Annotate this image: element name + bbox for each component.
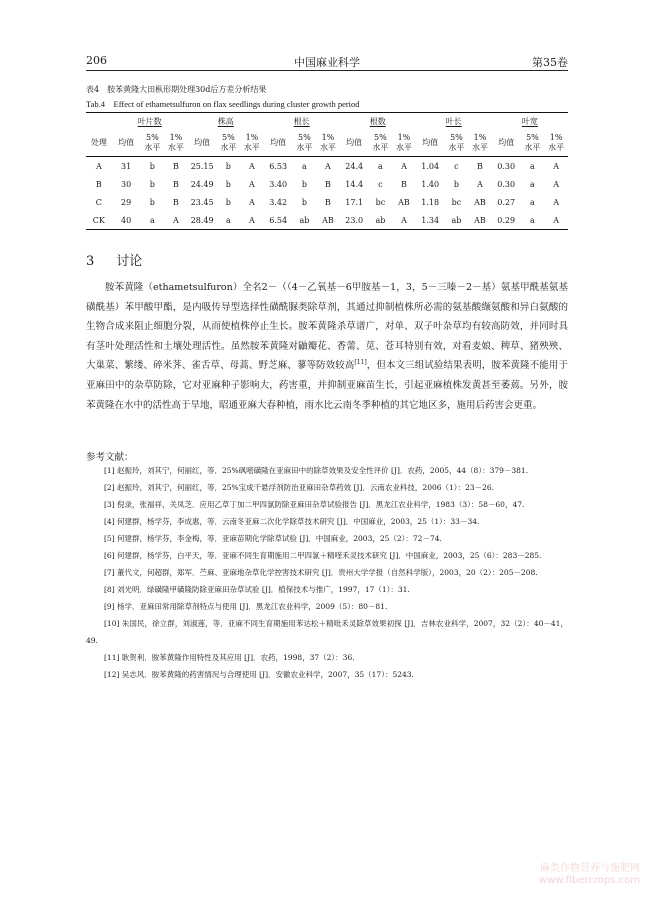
table-cell: A (240, 211, 264, 230)
table-cell: b (149, 179, 155, 189)
table-cell: B (401, 179, 407, 189)
table-cell: 40 (112, 211, 141, 230)
mean-header: 均值 (340, 130, 369, 157)
table-cell: B (477, 161, 483, 171)
table-cell: b (301, 197, 307, 207)
table-cell: A (392, 211, 416, 230)
level-header: 1% 水平 (240, 130, 264, 157)
table-cell: b (149, 197, 155, 207)
mean-header: 均值 (112, 130, 141, 157)
table-cell: A (401, 161, 407, 171)
reference-item: [9] 杨学．亚麻田常用除草剂特点与使用 [J]．黑龙江农业科学，2009（5）：80－81. (104, 602, 388, 611)
references-heading: 参考文献： (86, 452, 134, 463)
table-row (86, 175, 568, 193)
table-cell: A (544, 211, 568, 230)
level-header: 5% 水平 (445, 130, 469, 157)
level-header: 1% 水平 (392, 130, 416, 157)
table-cell: 23.45 (190, 197, 214, 207)
table-cell: B (324, 197, 331, 207)
table-cell: A (553, 161, 559, 171)
citation-marker: [11] (354, 359, 367, 367)
table-cell: a (378, 161, 383, 171)
reference-item: [11] 耿贺利．胺苯黄隆作用特性及其应用 [J]．农药，1998，37（2）：36. (104, 653, 355, 662)
table-cell: b (149, 161, 155, 171)
table-cell: 25.15 (190, 161, 214, 171)
journal-name: 中国麻业科学 (294, 56, 360, 69)
table-cell: B (172, 161, 179, 171)
treatment-cell: C (95, 197, 102, 207)
table-cell: a (521, 211, 545, 230)
table-cell: 23.0 (340, 211, 369, 230)
discussion-paragraph: 胺苯黄隆（ethametsulfuron）全名2－（（4－乙氧基－6甲胺基－1，3，5－三嗪－2－基）氨基甲酰基氨基磺酰基）苯甲酸甲酯，是内吸传导型选择性磺酰脲类除草剂，其通过抑制植株所必需的氨基酸缬氨酸和异白氨酸的生物合成来阻止细胞分裂，从而使植株停止生长。胺苯黄隆杀草谱广，对单、双子叶杂草均有较高防效，并同时具有茎叶处理活性和土壤处理活性。虽然胺苯黄隆对鼬瓣花、香薷、苋、苍耳特别有效，对看麦娘、稗草、猪殃殃、大巢菜、繁缕、碎米荠、雀舌草、母蒿、野芝麻、蓼等防效较高[11]，但本文三组试验结果表明，胺苯黄隆不能用于亚麻田中的杂草防除，它对亚麻种子影响大，药害重，并抑制亚麻苗生长，引起亚麻植株发黄甚至萎蔫。另外，胺苯黄隆在水中的活性高于旱地，昭通亚麻大春种植，雨水比云南冬季种植的其它地区多，施用后药害会更重。 (86, 282, 568, 411)
table-cell: 0.30 (497, 161, 516, 171)
reference-item: [10] 朱国民，徐立群，刘淑莲，等．亚麻不同生育期施用苯达松＋精吡禾灵除草效果初探 [J]．吉林农业科学，2007，32（2）：40－41，49. (86, 619, 568, 645)
watermark-text: 麻类作物营养与施肥网 (540, 863, 640, 874)
table-cell: a (141, 211, 165, 230)
page-number: 206 (86, 54, 107, 67)
reference-item: [4] 何建群，杨学芬，李成惠，等．云南冬亚麻二次化学除草技术研究 [J]．中国麻业，2003，25（1）：33－34. (104, 517, 480, 526)
reference-list (86, 462, 568, 683)
table-cell: ab (445, 211, 469, 230)
table-row (86, 193, 568, 211)
table-row (86, 211, 568, 230)
table-cell: A (164, 211, 188, 230)
table-cell: 17.1 (345, 197, 364, 207)
table-cell: c (454, 161, 459, 171)
reference-item: [12] 吴志风．胺苯黄隆的药害情况与合理使用 [J]．安徽农业科学，2007，35（17）：5243. (104, 670, 414, 679)
anova-table (86, 112, 568, 230)
table-cell: 1.40 (421, 179, 440, 189)
table-cell: 1.04 (421, 161, 440, 171)
mean-header: 均值 (492, 130, 521, 157)
table-row (86, 157, 568, 176)
table-cell: bc (451, 197, 462, 207)
group-header: 根长 (264, 113, 340, 131)
table-cell: ab (369, 211, 393, 230)
table-cell: A (249, 179, 255, 189)
table-cell: AB (398, 197, 410, 207)
reference-item: [7] 董代文，何超群，郑军．苎麻、亚麻地杂草化学控害技术研究 [J]．贵州大学学报（自然科学版），2003，20（2）：205－208. (104, 568, 538, 577)
table-cell: ab (293, 211, 317, 230)
table-cell: A (249, 161, 255, 171)
table-cell: AB (474, 197, 486, 207)
reference-item: [1] 赵振玲，刘其宁，何丽红，等．25%砜嘧磺隆在亚麻田中的除草效果及安全性评价 [J]．农药，2005，44（8）：379－381. (104, 466, 529, 475)
treatment-cell: CK (86, 211, 112, 230)
table-cell: a (530, 161, 535, 171)
table-cell: b (225, 197, 231, 207)
table-cell: A (325, 161, 331, 171)
table-cell: B (172, 179, 179, 189)
table-cell: 0.29 (492, 211, 521, 230)
table-cell: a (217, 211, 241, 230)
mean-header: 均值 (188, 130, 217, 157)
section-number: 3 (86, 254, 95, 269)
table-cell: a (530, 197, 535, 207)
group-header: 株高 (188, 113, 264, 131)
level-header: 5% 水平 (141, 130, 165, 157)
table-cell: 29 (121, 197, 132, 207)
table-cell: 28.49 (188, 211, 217, 230)
table-cell: B (324, 179, 331, 189)
table-cell: A (553, 179, 559, 189)
table-cell: 24.49 (190, 179, 214, 189)
table-cell: A (553, 197, 559, 207)
reference-item: [3] 倪录，张福祥，关凤芝．应用乙草丁加二甲四氯防除亚麻田杂草试验报告 [J]．黑龙江农业科学，1983（3）：58－60，47. (104, 500, 525, 509)
table-cell: b (225, 179, 231, 189)
table-cell: 31 (121, 161, 132, 171)
table-cell: 1.18 (421, 197, 440, 207)
volume-label: 第35卷 (532, 56, 568, 69)
table-cell: 30 (121, 179, 132, 189)
level-header: 1% 水平 (544, 130, 568, 157)
reference-item: [6] 何建群，杨学芬，白平天，等．亚麻不同生育期施用二甲四氯＋精喹禾灵技术研究 [J]．中国麻业，2003，25（6）：283－285. (104, 551, 542, 560)
row-header: 处理 (86, 130, 112, 157)
table-cell: 0.30 (497, 179, 516, 189)
section-title: 讨论 (116, 254, 143, 269)
table-cell: 24.4 (345, 161, 364, 171)
table-cell: 3.40 (269, 179, 288, 189)
table-cell: 1.34 (416, 211, 445, 230)
treatment-cell: A (95, 161, 102, 171)
table-cell: AB (468, 211, 492, 230)
table-cell: bc (375, 197, 386, 207)
reference-item: [5] 何建群，杨学芬，李金梅，等．亚麻苗期化学除草试验 [J]．中国麻业，2003，25（2）：72－74. (104, 534, 442, 543)
group-header: 根数 (340, 113, 416, 131)
running-header (86, 54, 568, 70)
table-cell: c (378, 179, 383, 189)
table-caption-cn: 表4 胺苯黄隆大田枞形期处理30d后方差分析结果 (86, 85, 267, 94)
reference-item: [8] 刘光明．绿磺隆甲磺隆防除亚麻田杂草试验 [J]．植保技术与推广，1997，17（1）：31. (104, 585, 410, 594)
table-subheader-row (86, 130, 568, 157)
table-group-header-row (86, 113, 568, 131)
group-header: 叶长 (416, 113, 492, 131)
mean-header: 均值 (264, 130, 293, 157)
reference-item: [2] 赵振玲，刘其宁，何丽红，等．25%宝成干悬浮剂防治亚麻田杂草药效 [J]．云南农业科技，2006（1）：23－26. (104, 483, 494, 492)
group-header: 叶宽 (492, 113, 568, 131)
table-cell: b (301, 179, 307, 189)
watermark-url: www.fibercrops.com (538, 875, 640, 886)
watermark (526, 859, 640, 895)
section-heading (86, 250, 142, 269)
header-rule (86, 70, 568, 71)
table-cell: AB (316, 211, 340, 230)
level-header: 1% 水平 (468, 130, 492, 157)
table-cell: 6.53 (269, 161, 288, 171)
level-header: 1% 水平 (164, 130, 188, 157)
level-header: 5% 水平 (217, 130, 241, 157)
level-header: 5% 水平 (369, 130, 393, 157)
table-cell: B (172, 197, 179, 207)
level-header: 1% 水平 (316, 130, 340, 157)
table-cell: 6.54 (264, 211, 293, 230)
table-cell: 0.27 (497, 197, 516, 207)
table-cell: b (225, 161, 231, 171)
table-cell: A (249, 197, 255, 207)
table-cell: b (453, 179, 459, 189)
table-cell: a (530, 179, 535, 189)
table-cell: 14.4 (345, 179, 364, 189)
table-caption-en: Tab.4 Effect of ethametsulfuron on flax seedlings during cluster growth period (86, 99, 360, 109)
level-header: 5% 水平 (521, 130, 545, 157)
treatment-cell: B (95, 179, 102, 189)
table-cell: A (477, 179, 483, 189)
table-cell: 3.42 (269, 197, 288, 207)
group-header: 叶片数 (112, 113, 188, 131)
table-cell: a (301, 161, 307, 171)
mean-header: 均值 (416, 130, 445, 157)
level-header: 5% 水平 (293, 130, 317, 157)
